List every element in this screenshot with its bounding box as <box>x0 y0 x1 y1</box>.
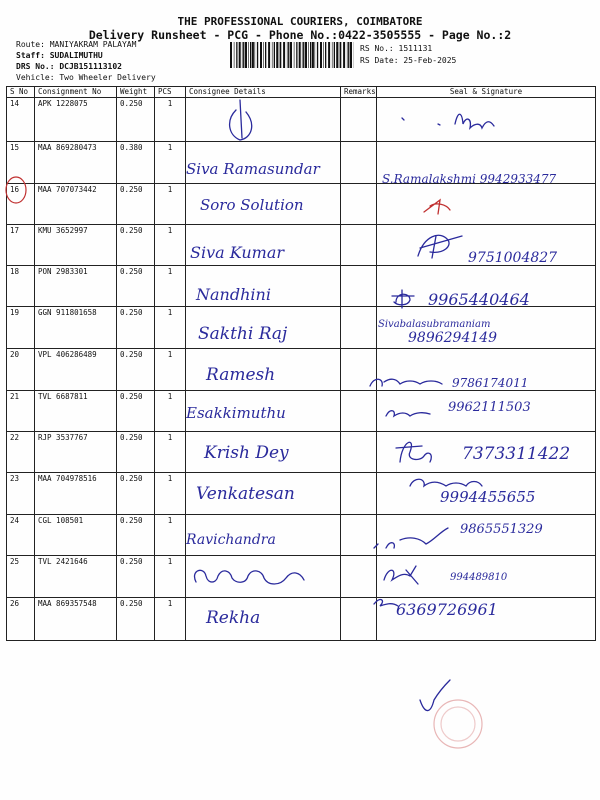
staff-label: Staff: SUDALIMUTHU <box>16 51 103 60</box>
barcode-bar <box>243 42 244 68</box>
barcode-bar <box>287 42 288 68</box>
consignment-number-cell: VPL 406286489 <box>35 349 117 391</box>
consignment-number-cell: TVL 2421646 <box>35 556 117 598</box>
sno-cell: 25 <box>7 556 35 598</box>
handwritten-phone: 9896294149 <box>408 330 498 346</box>
barcode-bar <box>328 42 330 68</box>
barcode-bar <box>350 42 352 68</box>
barcode-bar <box>290 42 292 68</box>
remarks-cell <box>341 473 377 515</box>
barcode-bar <box>236 42 237 68</box>
seal-signature-cell <box>377 98 596 142</box>
barcode-bar <box>348 42 349 68</box>
handwritten-name: Siva Kumar <box>190 243 285 262</box>
consignment-number-cell: MAA 704978516 <box>35 473 117 515</box>
remarks-cell <box>341 349 377 391</box>
table-row <box>7 307 596 349</box>
pcs-cell: 1 <box>155 598 186 641</box>
consignment-number-cell: TVL 6687811 <box>35 391 117 432</box>
remarks-cell <box>341 184 377 225</box>
col-remarks: Remarks <box>341 87 377 98</box>
barcode-bar <box>305 42 307 68</box>
consignee-cell <box>186 98 341 142</box>
weight-cell: 0.250 <box>117 432 155 473</box>
remarks-cell <box>341 391 377 432</box>
col-sno: S No <box>7 87 35 98</box>
pcs-cell: 1 <box>155 515 186 556</box>
sno-cell: 18 <box>7 266 35 307</box>
barcode-bar <box>312 42 314 68</box>
handwritten-phone: 9965440464 <box>428 290 530 309</box>
barcode-bar <box>242 42 243 68</box>
handwritten-phone: 9786174011 <box>452 376 529 390</box>
barcode-bar <box>257 42 258 68</box>
consignment-number-cell: KMU 3652997 <box>35 225 117 266</box>
barcode-bar <box>288 42 289 68</box>
barcode-bar <box>299 42 301 68</box>
sno-cell: 21 <box>7 391 35 432</box>
weight-cell: 0.250 <box>117 307 155 349</box>
remarks-cell <box>341 556 377 598</box>
barcode-bar <box>265 42 266 68</box>
barcode-bar <box>303 42 304 68</box>
barcode-bar <box>274 42 275 68</box>
pcs-cell: 1 <box>155 473 186 515</box>
consignment-number-cell: RJP 3537767 <box>35 432 117 473</box>
barcode-bar <box>276 42 278 68</box>
barcode-bar <box>310 42 311 68</box>
sno-cell: 16 <box>7 184 35 225</box>
consignment-number-cell: PON 2983301 <box>35 266 117 307</box>
barcode-bar <box>279 42 280 68</box>
weight-cell: 0.380 <box>117 142 155 184</box>
handwritten-name: Nandhini <box>196 285 271 304</box>
barcode-bar <box>334 42 335 68</box>
consignment-number-cell: MAA 707073442 <box>35 184 117 225</box>
table-header-row <box>7 87 596 98</box>
handwritten-name: Venkatesan <box>196 484 295 504</box>
col-consignee: Consignee Details <box>186 87 341 98</box>
barcode-bar <box>340 42 341 68</box>
handwritten-phone: 9994455655 <box>440 488 536 506</box>
sno-cell: 19 <box>7 307 35 349</box>
barcode-bar <box>245 42 247 68</box>
handwritten-phone: 6369726961 <box>396 600 498 619</box>
barcode-bar <box>268 42 270 68</box>
sno-cell: 14 <box>7 98 35 142</box>
barcode-bar <box>239 42 241 68</box>
col-weight: Weight <box>117 87 155 98</box>
barcode-bar <box>272 42 273 68</box>
barcode-bar <box>283 42 285 68</box>
barcode-bar <box>248 42 249 68</box>
company-title: THE PROFESSIONAL COURIERS, COIMBATORE <box>177 15 423 28</box>
barcode-bar <box>302 42 303 68</box>
seal-signature-cell <box>377 184 596 225</box>
pcs-cell: 1 <box>155 391 186 432</box>
weight-cell: 0.250 <box>117 515 155 556</box>
weight-cell: 0.250 <box>117 266 155 307</box>
consignment-number-cell: MAA 869357548 <box>35 598 117 641</box>
barcode-bar <box>308 42 309 68</box>
sno-cell: 22 <box>7 432 35 473</box>
pcs-cell: 1 <box>155 225 186 266</box>
sno-cell: 17 <box>7 225 35 266</box>
handwritten-name: Ravichandra <box>186 532 276 548</box>
barcode-bar <box>250 42 251 68</box>
handwritten-name: Krish Dey <box>204 443 289 463</box>
handwritten-name: Rekha <box>206 608 261 628</box>
pcs-cell: 1 <box>155 307 186 349</box>
remarks-cell <box>341 266 377 307</box>
sno-cell: 26 <box>7 598 35 641</box>
pcs-cell: 1 <box>155 98 186 142</box>
remarks-cell <box>341 142 377 184</box>
table-row <box>7 98 596 142</box>
remarks-cell <box>341 98 377 142</box>
barcode-bar <box>339 42 340 68</box>
consignee-cell <box>186 556 341 598</box>
barcode-bar <box>230 42 232 68</box>
barcode-bar <box>234 42 235 68</box>
consignment-number-cell: GGN 911801658 <box>35 307 117 349</box>
handwritten-signature: Sivabalasubramaniam <box>378 319 491 330</box>
barcode-bar <box>320 42 322 68</box>
col-seal: Seal & Signature <box>377 87 596 98</box>
barcode-bar <box>252 42 254 68</box>
vehicle-label: Vehicle: Two Wheeler Delivery <box>16 73 156 82</box>
barcode-bar <box>294 42 295 68</box>
handwritten-phone: 9751004827 <box>468 250 558 266</box>
rs-date-label: RS Date: 25-Feb-2025 <box>360 56 457 65</box>
weight-cell: 0.250 <box>117 391 155 432</box>
barcode-bar <box>315 42 316 68</box>
remarks-cell <box>341 515 377 556</box>
barcode-bar <box>263 42 264 68</box>
consignment-number-cell: APK 1228075 <box>35 98 117 142</box>
sno-cell: 23 <box>7 473 35 515</box>
pcs-cell: 1 <box>155 266 186 307</box>
remarks-cell <box>341 598 377 641</box>
weight-cell: 0.250 <box>117 98 155 142</box>
col-pcs: PCS <box>155 87 186 98</box>
pcs-cell: 1 <box>155 349 186 391</box>
barcode-bar <box>347 42 348 68</box>
remarks-cell <box>341 307 377 349</box>
handwritten-phone: 9962111503 <box>448 400 531 415</box>
barcode <box>230 42 354 68</box>
pcs-cell: 1 <box>155 556 186 598</box>
handwritten-name: Siva Ramasundar <box>186 160 320 178</box>
weight-cell: 0.250 <box>117 225 155 266</box>
weight-cell: 0.250 <box>117 598 155 641</box>
handwritten-phone: 9865551329 <box>460 522 543 537</box>
weight-cell: 0.250 <box>117 349 155 391</box>
barcode-bar <box>336 42 338 68</box>
weight-cell: 0.250 <box>117 556 155 598</box>
rs-no-label: RS No.: 1511131 <box>360 44 433 53</box>
barcode-bar <box>323 42 324 68</box>
handwritten-signature: S.Ramalakshmi 9942933477 <box>382 172 557 186</box>
remarks-cell <box>341 432 377 473</box>
col-consignment: Consignment No <box>35 87 117 98</box>
handwritten-name: Ramesh <box>206 365 276 385</box>
weight-cell: 0.250 <box>117 473 155 515</box>
drs-label: DRS No.: DCJB151113102 <box>16 62 122 71</box>
runsheet-subtitle: Delivery Runsheet - PCG - Phone No.:0422-3505555 - Page No.:2 <box>88 28 512 42</box>
handwritten-name: Soro Solution <box>200 196 304 214</box>
consignment-number-cell: MAA 869280473 <box>35 142 117 184</box>
remarks-cell <box>341 225 377 266</box>
sno-cell: 20 <box>7 349 35 391</box>
barcode-bar <box>280 42 281 68</box>
handwritten-phone: 7373311422 <box>462 444 571 464</box>
barcode-bar <box>325 42 326 68</box>
route-label: Route: MANIYAKRAM PALAYAM <box>16 40 137 49</box>
barcode-bar <box>343 42 345 68</box>
barcode-bar <box>332 42 333 68</box>
consignment-number-cell: CGL 108501 <box>35 515 117 556</box>
barcode-bar <box>255 42 256 68</box>
pcs-cell: 1 <box>155 184 186 225</box>
table-row <box>7 598 596 641</box>
weight-cell: 0.250 <box>117 184 155 225</box>
pcs-cell: 1 <box>155 432 186 473</box>
handwritten-name: Sakthi Raj <box>198 324 288 344</box>
handwritten-name: Esakkimuthu <box>186 404 286 422</box>
sno-cell: 24 <box>7 515 35 556</box>
barcode-bar <box>260 42 262 68</box>
barcode-bar <box>296 42 297 68</box>
sno-cell: 15 <box>7 142 35 184</box>
pcs-cell: 1 <box>155 142 186 184</box>
barcode-bar <box>317 42 318 68</box>
handwritten-phone: 994489810 <box>450 572 508 583</box>
